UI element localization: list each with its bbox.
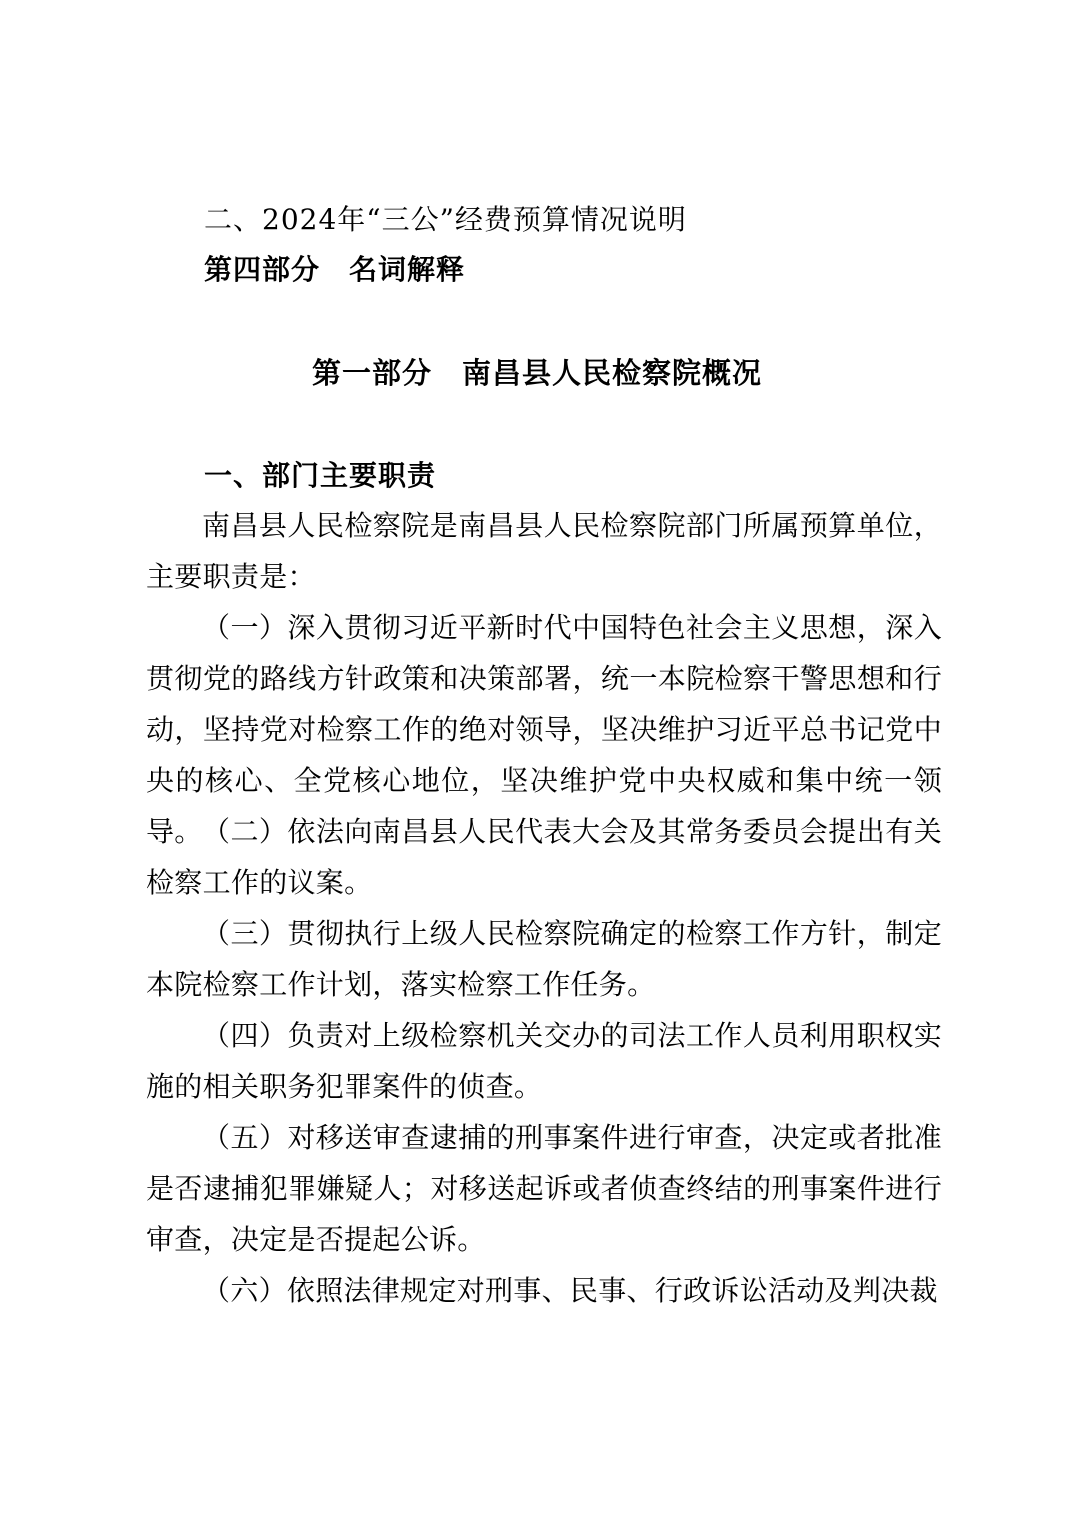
section-heading-duties: 一、部门主要职责 — [204, 459, 437, 492]
duty-paragraph-1: （一）深入贯彻习近平新时代中国特色社会主义思想，深入贯彻党的路线方针政策和决策部署，统一本院检察干警思想和行动，坚持党对检察工作的绝对领导，坚决维护习近平总书记党中央的核心、全党核心地位，坚决维护党中央权威和集中统一领导。 — [146, 611, 942, 848]
intro-paragraph: 南昌县人民检察院是南昌县人民检察院部门所属预算单位，主要职责是： — [146, 509, 942, 593]
duty-paragraph-4: （四）负责对上级检察机关交办的司法工作人员利用职权实施的相关职务犯罪案件的侦查。 — [146, 1019, 942, 1103]
duty-paragraph-3: （三）贯彻执行上级人民检察院确定的检察工作方针，制定本院检察工作计划，落实检察工作任务。 — [146, 917, 942, 1001]
duty-paragraph-5: （五）对移送审查逮捕的刑事案件进行审查，决定或者批准是否逮捕犯罪嫌疑人；对移送起诉或者侦查终结的刑事案件进行审查，决定是否提起公诉。 — [146, 1121, 942, 1256]
toc-part-4: 第四部分 名词解释 — [204, 253, 466, 286]
section-title: 第一部分 南昌县人民检察院概况 — [311, 356, 762, 390]
toc-item-2: 二、2024年“三公”经费预算情况说明 — [204, 203, 687, 236]
duty-paragraph-2: （二）依法向南昌县人民代表大会及其常务委员会提出有关检察工作的议案。 — [146, 815, 942, 899]
duty-paragraph-6: （六）依照法律规定对刑事、民事、行政诉讼活动及判决裁 — [202, 1274, 938, 1307]
